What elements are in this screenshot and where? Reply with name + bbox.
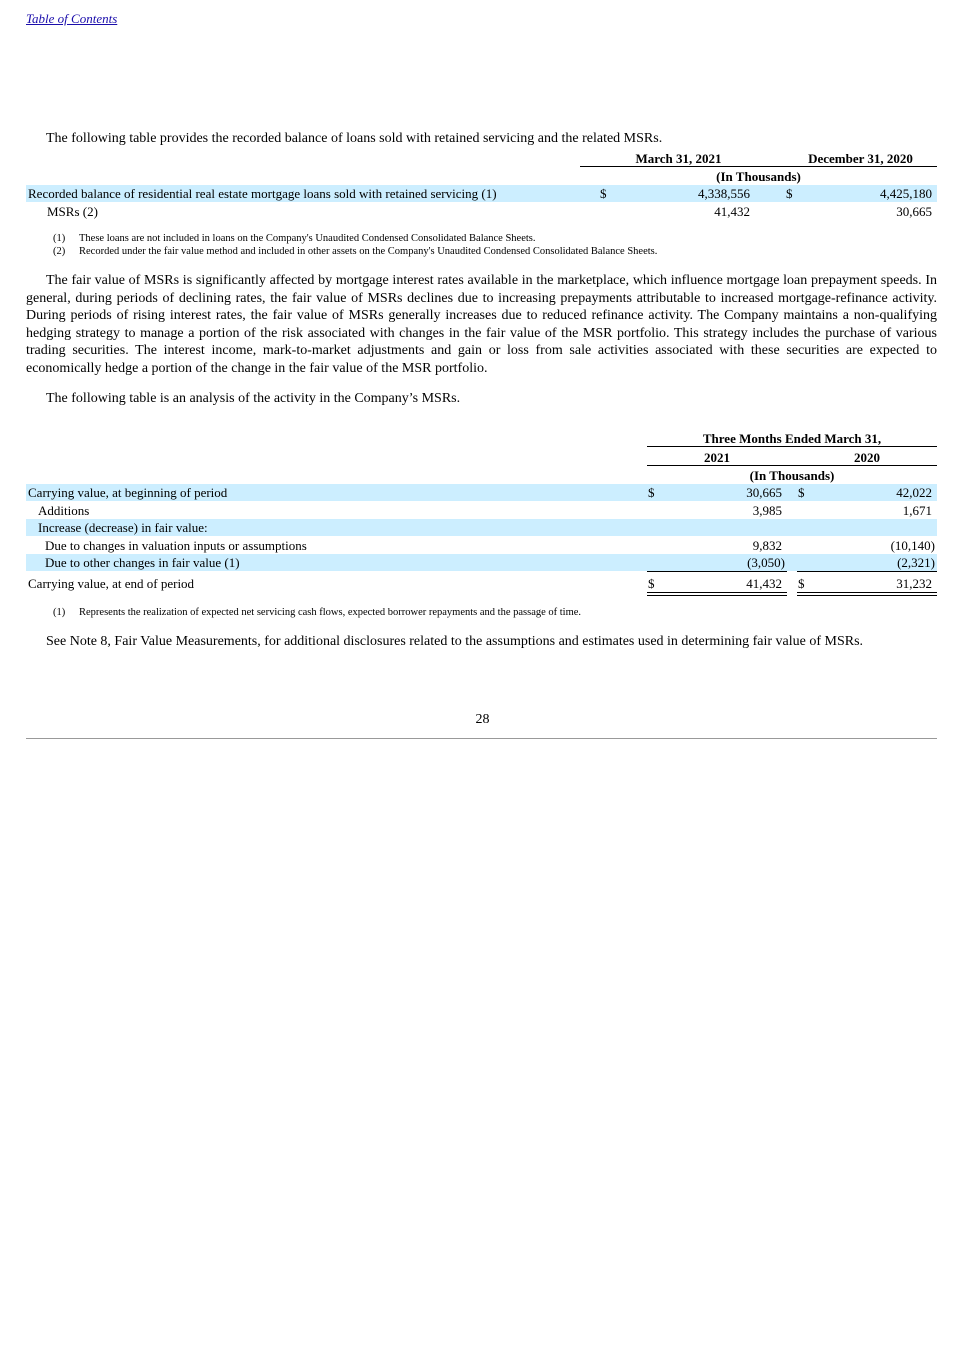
currency-symbol: $ <box>600 186 607 201</box>
footnote-text: Represents the realization of expected net servicing cash flows, expected borrower repayments and the passage of time. <box>79 607 582 618</box>
value-2021: 4,338,556 <box>698 186 750 201</box>
total-double-rule <box>797 592 937 593</box>
col-header-dec-2020: December 31, 2020 <box>808 151 913 166</box>
header-rule <box>647 465 937 466</box>
value-2020: 4,425,180 <box>880 186 932 201</box>
table-row <box>26 554 937 571</box>
footnote <box>53 607 933 621</box>
row-label: Due to changes in valuation inputs or assumptions <box>45 538 307 553</box>
header-rule <box>580 166 937 167</box>
footnote-number: (2) <box>53 246 66 257</box>
row-label: Carrying value, at beginning of period <box>28 485 228 500</box>
total-double-rule <box>647 592 787 593</box>
intro-paragraph-1: The following table provides the recorded balance of loans sold with retained servicing and the related MSRs. <box>46 131 663 146</box>
table-row <box>26 203 937 220</box>
footnote-text: Recorded under the fair value method and included in other assets on the Company's Unaudited Condensed Consolidated Balance Sheets. <box>79 246 658 257</box>
table-row <box>26 502 937 519</box>
footnote <box>53 233 933 247</box>
value-2021: 41,432 <box>714 204 750 219</box>
table-of-contents-link[interactable]: Table of Contents <box>26 11 118 26</box>
table-row <box>26 484 937 501</box>
msr-fair-value-paragraph <box>26 272 937 377</box>
page-number: 28 <box>475 712 490 727</box>
intro-paragraph-2: The following table is an analysis of the activity in the Company’s MSRs. <box>46 391 461 406</box>
body-paragraph-text: The fair value of MSRs is significantly affected by mortgage interest rates available in the marketplace, which influence mortgage loan prepayment speeds. In general, during periods of declining rates, the fair value of MSRs declines due to increasing prepayments attributable to increased mortgage-refinance activity. During periods of rising interest rates, the fair value of MSRs generally increases due to reduced refinance activity. The Company maintains a non-qualifying hedging strategy to manage a portion of the risk associated with changes in the fair value of the MSR portfolio. This strategy includes the purchase of various trading securities. The interest income, mark-to-market adjustments and gain or loss from sale activities associated with these securities are expected to economically hedge a portion of the change in the fair value of the MSR portfolio. <box>26 273 937 376</box>
period-header: Three Months Ended March 31, <box>702 431 882 446</box>
total-double-rule <box>647 595 787 596</box>
units-label: (In Thousands) <box>749 468 835 483</box>
value-2021: 9,832 <box>752 538 782 553</box>
row-label: Increase (decrease) in fair value: <box>38 520 208 535</box>
table-row <box>26 519 937 536</box>
row-label: Recorded balance of residential real estate mortgage loans sold with retained servicing (1) <box>28 186 497 201</box>
currency-symbol: $ <box>798 485 805 500</box>
footnote-number: (1) <box>53 233 66 244</box>
value-2021: 41,432 <box>746 576 782 591</box>
currency-symbol: $ <box>786 186 793 201</box>
row-label: Additions <box>38 503 90 518</box>
value-2020: (2,321) <box>897 555 935 570</box>
value-2020: 30,665 <box>896 204 932 219</box>
value-2021: 3,985 <box>752 503 782 518</box>
value-2020: 1,671 <box>902 503 932 518</box>
currency-symbol: $ <box>798 576 805 591</box>
value-2021: 30,665 <box>746 485 782 500</box>
see-note-paragraph: See Note 8, Fair Value Measurements, for additional disclosures related to the assumptions and estimates used in determining fair value of MSRs. <box>46 634 864 649</box>
col-header-2020: 2020 <box>854 450 880 465</box>
table-row <box>26 575 937 592</box>
footnote-number: (1) <box>53 607 66 618</box>
col-header-march-2021: March 31, 2021 <box>635 151 722 166</box>
currency-symbol: $ <box>648 576 655 591</box>
subtotal-rule <box>797 571 937 572</box>
col-header-2021: 2021 <box>704 450 730 465</box>
row-label: Due to other changes in fair value (1) <box>45 555 240 570</box>
page-bottom-rule <box>26 738 937 739</box>
value-2020: 31,232 <box>896 576 932 591</box>
footnote <box>53 246 933 260</box>
units-label: (In Thousands) <box>716 169 801 184</box>
currency-symbol: $ <box>648 485 655 500</box>
table-row <box>26 185 937 202</box>
table-row <box>26 537 937 554</box>
value-2020: 42,022 <box>896 485 932 500</box>
row-label: Carrying value, at end of period <box>28 576 195 591</box>
value-2021: (3,050) <box>747 555 785 570</box>
value-2020: (10,140) <box>890 538 935 553</box>
total-double-rule <box>797 595 937 596</box>
subtotal-rule <box>647 571 787 572</box>
footnote-text: These loans are not included in loans on the Company's Unaudited Condensed Consolidated Balance Sheets. <box>79 233 536 244</box>
header-rule <box>647 446 937 447</box>
row-label: MSRs (2) <box>47 204 98 219</box>
